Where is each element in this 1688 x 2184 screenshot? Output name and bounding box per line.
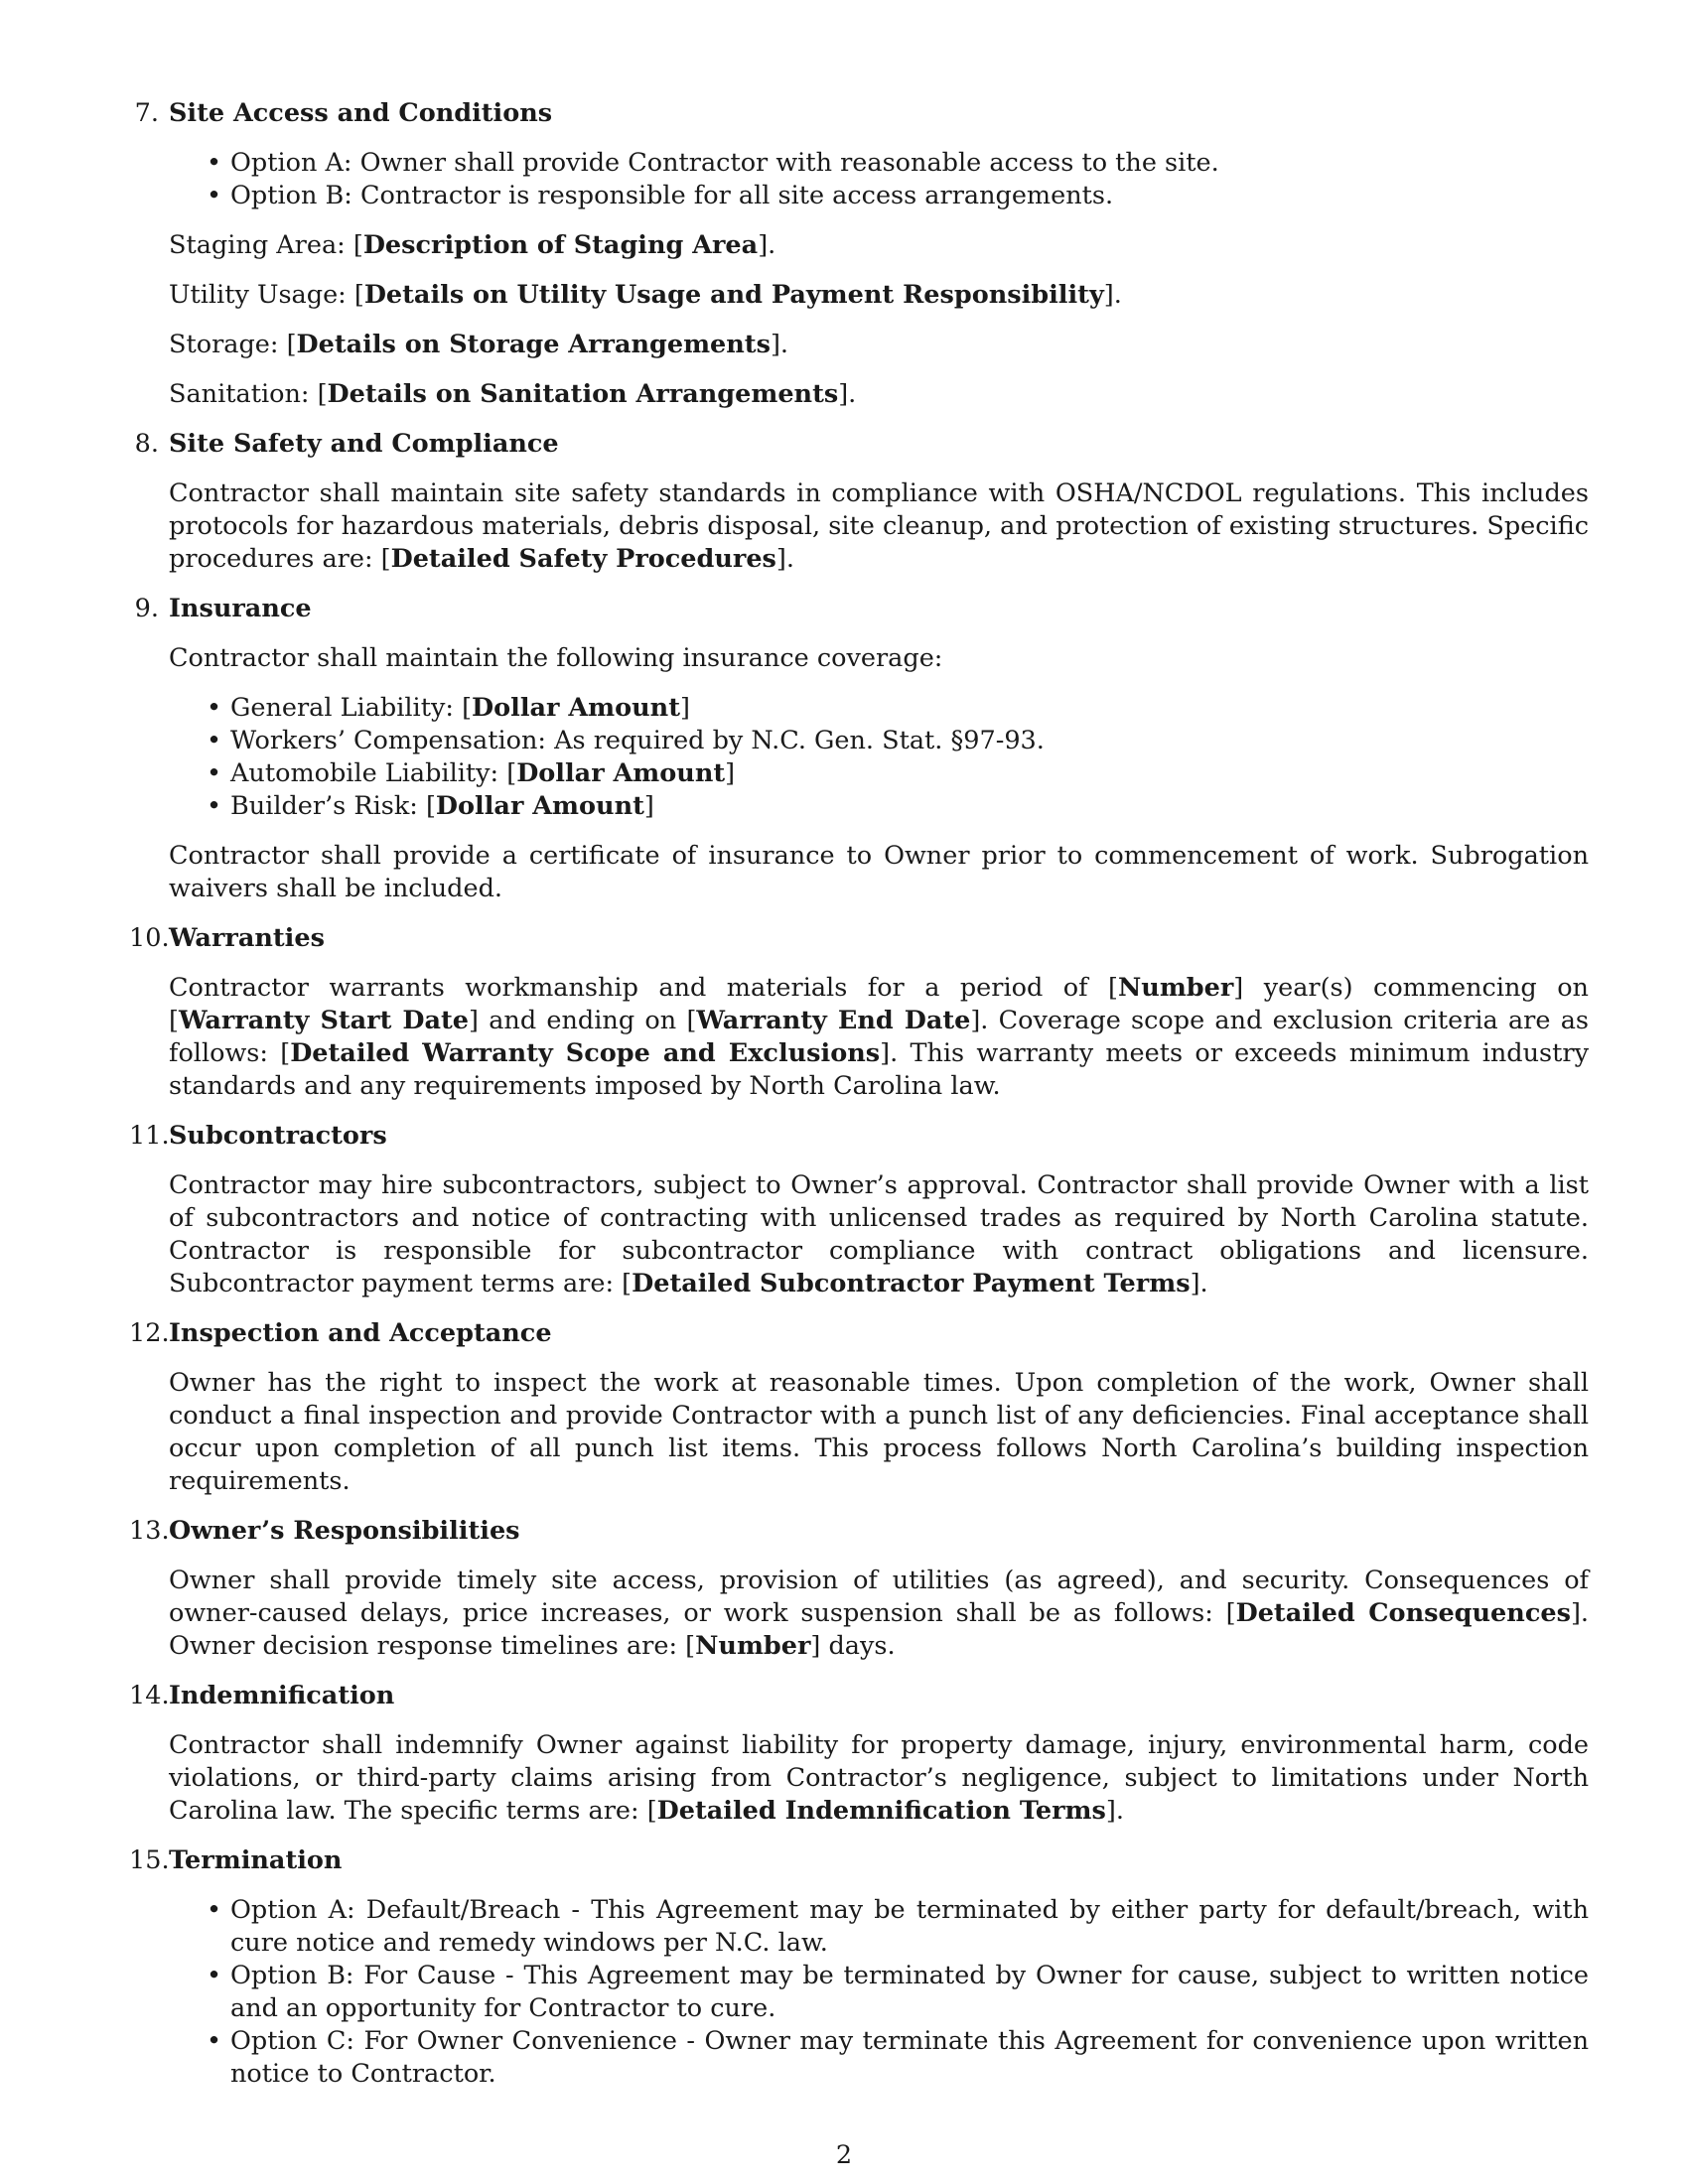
- placeholder: Detailed Warranty Scope and Exclusions: [290, 1038, 881, 1068]
- document-page: [129, 97, 1589, 2108]
- list-item: • Option A: Default/Breach - This Agreement may be terminated by either party for default/breach, with cure notice and remedy windows per N.C. law.: [230, 1894, 1589, 1960]
- section-title: Site Access and Conditions: [169, 98, 553, 128]
- placeholder: Number: [695, 1631, 811, 1661]
- section-warranties: [129, 922, 1589, 1103]
- placeholder: Details on Utility Usage and Payment Responsibility: [363, 280, 1104, 310]
- section-paragraph: Contractor shall maintain the following insurance coverage:: [169, 643, 943, 673]
- list-item: • Option C: For Owner Convenience - Owner may terminate this Agreement for convenience upon written notice to Contractor.: [230, 2025, 1589, 2091]
- section-number: 10.: [129, 923, 170, 953]
- section-number: 12.: [129, 1318, 170, 1348]
- placeholder: Detailed Safety Procedures: [390, 544, 776, 574]
- section-subcontractors: [129, 1120, 1589, 1300]
- list-item: • Option B: For Cause - This Agreement may be terminated by Owner for cause, subject to written notice and an opportunity for Contractor to cure.: [230, 1960, 1589, 2025]
- list-item: • Option A: Owner shall provide Contractor with reasonable access to the site.: [230, 147, 1589, 180]
- section-title: Termination: [169, 1845, 343, 1875]
- option-list: [169, 147, 1589, 212]
- list-item: • General Liability: [Dollar Amount]: [230, 692, 1589, 725]
- section-number: 11.: [129, 1121, 170, 1151]
- section-title: Insurance: [169, 594, 312, 623]
- placeholder: Dollar Amount: [516, 758, 726, 788]
- section-number: 14.: [129, 1681, 170, 1710]
- section-indemnification: [129, 1680, 1589, 1828]
- placeholder: Dollar Amount: [472, 693, 680, 723]
- section-number: 7.: [134, 98, 159, 128]
- list-item: • Automobile Liability: [Dollar Amount]: [230, 757, 1589, 790]
- section-paragraph: Owner shall provide timely site access, provision of utilities (as agreed), and security. Consequences of owner-caused delays, price increases, or work suspension shall be as follows: [Detailed Consequences]. Owner decision response timelines are: [Number] days.: [169, 1566, 1589, 1661]
- section-paragraph: Owner has the right to inspect the work at reasonable times. Upon completion of the work, Owner shall conduct a final inspection and provide Contractor with a punch list of any deficiencies. Final acceptance shall occur upon completion of all punch list items. This process follows North Carolina’s building inspection requirements.: [169, 1368, 1589, 1496]
- placeholder: Details on Storage Arrangements: [296, 330, 771, 359]
- section-site-access: [129, 97, 1589, 411]
- placeholder: Warranty End Date: [696, 1006, 971, 1035]
- section-paragraph: Contractor warrants workmanship and materials for a period of [Number] year(s) commencing on [Warranty Start Date] and ending on [Warranty End Date]. Coverage scope and exclusion criteria are as follows: [Detailed Warranty Scope and Exclusions]. This warranty meets or exceeds minimum industry standards and any requirements imposed by North Carolina law.: [169, 973, 1589, 1101]
- page-number: 2: [835, 2140, 853, 2170]
- list-item: • Workers’ Compensation: As required by N.C. Gen. Stat. §97-93.: [230, 725, 1589, 757]
- section-inspection: [129, 1317, 1589, 1498]
- section-number: 13.: [129, 1516, 170, 1546]
- sanitation-field: Sanitation: [Details on Sanitation Arrangements].: [169, 379, 857, 409]
- list-item: • Option B: Contractor is responsible for all site access arrangements.: [230, 180, 1589, 212]
- section-title: Warranties: [169, 923, 325, 953]
- staging-area-field: Staging Area: [Description of Staging Area].: [169, 230, 776, 260]
- section-insurance: [129, 593, 1589, 905]
- placeholder: Detailed Consequences: [1235, 1598, 1571, 1628]
- section-title: Site Safety and Compliance: [169, 429, 559, 459]
- section-paragraph: Contractor shall indemnify Owner against liability for property damage, injury, environmental harm, code violations, or third-party claims arising from Contractor’s negligence, subject to limitations under North Carolina law. The specific terms are: [Detailed Indemnification Terms].: [169, 1730, 1589, 1826]
- storage-field: Storage: [Details on Storage Arrangements].: [169, 330, 789, 359]
- utility-usage-field: Utility Usage: [Details on Utility Usage and Payment Responsibility].: [169, 280, 1122, 310]
- section-title: Indemnification: [169, 1681, 395, 1710]
- section-number: 8.: [134, 429, 159, 459]
- placeholder: Warranty Start Date: [178, 1006, 470, 1035]
- placeholder: Detailed Indemnification Terms: [656, 1796, 1106, 1826]
- section-title: Owner’s Responsibilities: [169, 1516, 520, 1546]
- section-title: Subcontractors: [169, 1121, 387, 1151]
- placeholder: Details on Sanitation Arrangements: [327, 379, 839, 409]
- placeholder: Detailed Subcontractor Payment Terms: [632, 1269, 1191, 1298]
- placeholder: Description of Staging Area: [362, 230, 759, 260]
- section-number: 9.: [134, 594, 159, 623]
- option-list: [169, 1894, 1589, 2091]
- section-paragraph: Contractor shall provide a certificate of insurance to Owner prior to commencement of work. Subrogation waivers shall be included.: [169, 841, 1589, 903]
- coverage-list: [169, 692, 1589, 823]
- section-site-safety: [129, 428, 1589, 576]
- section-number: 15.: [129, 1845, 170, 1875]
- section-termination: [129, 1844, 1589, 2091]
- section-paragraph: Contractor may hire subcontractors, subject to Owner’s approval. Contractor shall provide Owner with a list of subcontractors and notice of contracting with unlicensed trades as required by North Carolina statute. Contractor is responsible for subcontractor compliance with contract obligations and licensure. Subcontractor payment terms are: [Detailed Subcontractor Payment Terms].: [169, 1170, 1589, 1298]
- section-title: Inspection and Acceptance: [169, 1318, 552, 1348]
- list-item: • Builder’s Risk: [Dollar Amount]: [230, 790, 1589, 823]
- placeholder: Number: [1117, 973, 1234, 1003]
- section-owner-responsibilities: [129, 1515, 1589, 1663]
- placeholder: Dollar Amount: [435, 791, 644, 821]
- section-paragraph: Contractor shall maintain site safety standards in compliance with OSHA/NCDOL regulations. This includes protocols for hazardous materials, debris disposal, site cleanup, and protection of existing structures. Specific procedures are: [Detailed Safety Procedures].: [169, 478, 1589, 574]
